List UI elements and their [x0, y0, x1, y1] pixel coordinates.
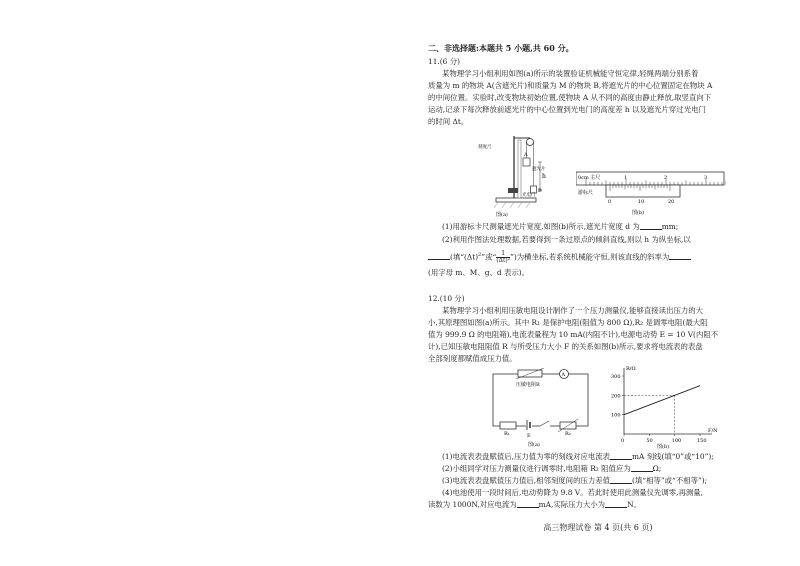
x-axis-label: F/N	[708, 428, 718, 434]
label-gate: 光电门	[522, 193, 536, 198]
q11-sub1: (1)用游标卡尺测量遮光片宽度,如图(b)所示,遮光片宽度 d 为 mm;	[442, 222, 679, 231]
x-tick-label: 100	[671, 438, 682, 444]
base-plate	[496, 198, 536, 202]
ammeter-label: A	[561, 372, 566, 378]
q11-sub2-cont: (填“$(\Delta t)^2$”或“ $\frac{1}{\text{(Δt)²}}$ ”)为横坐标,若系统机械能守恒,则该直线的斜率为	[428, 248, 691, 264]
vernier-tick-label: 0	[608, 199, 612, 205]
x-tick-label: 50	[646, 438, 653, 444]
figure-caption: 图(b)	[657, 444, 670, 450]
answer-blank[interactable]	[610, 452, 632, 460]
y-tick-label: 200	[611, 393, 621, 400]
q12-sub4: (4)电池使用一段时间后,电动势降为 9.8 V。若此时使用此测量仪先调零,再测量,	[442, 488, 704, 497]
page-footer: 高三物理试卷 第 4 页(共 6 页)	[543, 523, 653, 532]
q11-number: 11.(6 分)	[428, 57, 460, 66]
label-h: h	[542, 173, 546, 180]
answer-blank[interactable]	[669, 252, 691, 260]
resistor-r1	[500, 422, 516, 429]
q12-line: 值为 999.9 Ω 的电阻箱),电流表量程为 10 mA(内阻不计),电源电动势 E = 10 V(内阻不	[428, 330, 719, 339]
q12-line: 全部刻度都赋值成压力值。	[428, 354, 517, 363]
emf-label: E	[527, 433, 531, 439]
q11-line: 的时间 Δt。	[428, 117, 469, 126]
y-tick-label: 100	[611, 412, 621, 419]
main-tick-label: 1	[624, 175, 628, 181]
y-tick-label: 300	[611, 374, 621, 380]
figure-caption: 图(b)	[632, 210, 645, 216]
label-b: B	[538, 188, 542, 194]
x-tick-label: 150	[697, 438, 707, 444]
r1-label: R₁	[504, 431, 510, 437]
main-scale-label: 0cm 主尺	[578, 175, 601, 181]
main-tick-label: 3	[704, 175, 708, 181]
answer-blank[interactable]	[610, 476, 632, 484]
answer-blank[interactable]	[605, 500, 627, 508]
answer-blank[interactable]	[517, 500, 539, 508]
q11-line: 的中间位置。实验时,改变物块初始位置,使物块 A 从不同的高度由静止释放,取竖直向下	[428, 93, 712, 102]
block-a	[523, 158, 530, 166]
answer-blank[interactable]	[631, 464, 653, 472]
exam-page	[428, 40, 768, 540]
sensor-label: 压敏电阻R	[516, 382, 540, 388]
q12-graph	[602, 362, 722, 452]
series-line	[624, 386, 700, 415]
vernier-tick-label: 20	[668, 199, 675, 205]
block-b	[531, 186, 537, 193]
q12-sub4-cont: 读数为 1000N,对应电流为 mA,实际压力大小为 N。	[428, 500, 641, 509]
q12-line: 计),已知压敏电阻阻值 R 与所受压力大小 F 的关系如图(b)所示,要求将电流表的表盘	[428, 342, 703, 351]
answer-blank[interactable]	[640, 222, 662, 230]
vernier-tick-label: 10	[638, 199, 645, 205]
q12-sub3: (3)电流表表盘赋值压力值后,相邻刻度间的压力差值 (填“相等”或“不相等”);	[442, 476, 708, 485]
label-ruler: 刻度尺	[478, 145, 492, 150]
main-tick-label: 2	[664, 175, 668, 181]
q12-number: 12.(10 分)	[428, 294, 465, 303]
q12-sub1: (1)电流表表盘赋值后,压力值为零的刻线对应电流表 mA 刻线(填“0”或“10”);	[442, 452, 714, 461]
label-a: A	[524, 152, 528, 158]
pulley	[527, 139, 534, 146]
q11-line: 质量为 m 的物块 A(含遮光片)和质量为 M 的物块 B,将遮光片的中心位置固定在物块 A	[428, 81, 713, 90]
figure-caption: 图(a)	[528, 442, 540, 448]
q12-circuit	[488, 368, 598, 448]
q12-line: 小,其原理图如图(a)所示。其中 R₁ 是保护电阻(阻值为 800 Ω),R₂ 是调零电阻(最大阻	[428, 318, 708, 327]
q11-sub2: (2)利用作图法处理数据,若要得到一条过原点的倾斜直线,则以 h 为纵坐标,以	[442, 235, 691, 244]
x-tick-label: 0	[621, 438, 625, 444]
r2-label: R₂	[565, 431, 571, 437]
figure-caption: 图(a)	[496, 212, 508, 218]
q11-line: 某物理学习小组利用如图(a)所示的装置验证机械能守恒定律,轻绳两端分别系着	[442, 69, 699, 78]
q12-sub2: (2)小组同学对压力测量仪进行调零时,电阻箱 R₂ 阻值应为 Ω;	[442, 464, 662, 473]
q11-sub2-end: (用字母 m、M、g、d 表示)。	[428, 268, 530, 277]
q11-figure-a	[478, 128, 568, 218]
label-shutter: 遮光片	[532, 167, 546, 172]
fraction: $\frac{1}{\text{(Δt)²}}$	[496, 249, 511, 264]
q12-line: 某物理学习小组利用压敏电阻设计制作了一个压力测量仪,能够直接读出压力的大	[442, 306, 704, 315]
vernier-label: 游标尺	[578, 190, 594, 196]
q11-line: 运动,记录下每次释放前遮光片的中心位置到光电门的高度差 h 以及遮光片穿过光电门	[428, 105, 706, 114]
answer-blank[interactable]	[428, 252, 450, 260]
y-axis-label: R/Ω	[626, 366, 636, 372]
q11-figure-b	[576, 166, 726, 218]
ruler	[518, 140, 521, 198]
section-heading: 二、非选择题:本题共 5 小题,共 60 分。	[428, 43, 574, 53]
